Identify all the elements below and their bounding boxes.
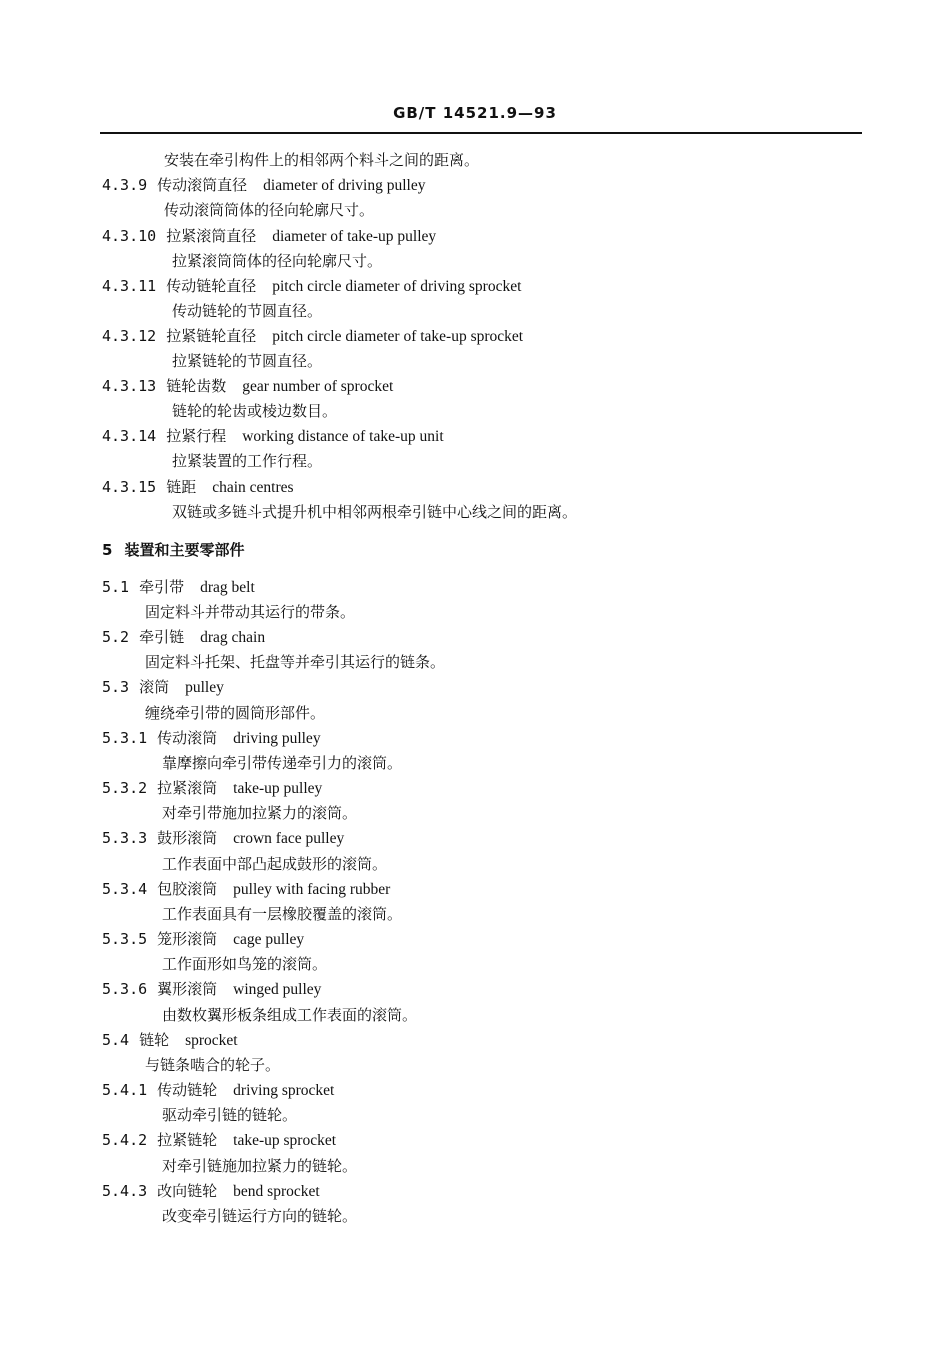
term-chinese: 链轮齿数 — [166, 377, 227, 395]
term-chinese: 链距 — [166, 478, 197, 496]
definition-text: 工作表面中部凸起成鼓形的滚筒。 — [162, 855, 388, 873]
term-chinese: 链轮 — [139, 1031, 170, 1049]
term-english: crown face pulley — [233, 830, 345, 847]
term-number: 4.3.15 — [102, 478, 157, 496]
term-number: 5.3.2 — [102, 779, 148, 797]
term-number: 4.3.10 — [102, 227, 157, 245]
term-entry — [102, 226, 436, 247]
term-entry — [102, 778, 322, 799]
term-number: 4.3.14 — [102, 427, 157, 445]
term-entry — [102, 175, 425, 196]
definition-text: 拉紧链轮的节圆直径。 — [172, 352, 323, 370]
term-entry — [102, 828, 344, 849]
definition-text: 拉紧滚筒筒体的径向轮廓尺寸。 — [172, 252, 383, 270]
term-entry — [102, 1080, 334, 1101]
term-chinese: 拉紧链轮直径 — [166, 327, 257, 345]
term-entry — [102, 627, 265, 648]
term-entry — [102, 979, 321, 1000]
term-number: 4.3.11 — [102, 277, 157, 295]
term-english: pitch circle diameter of take-up sprocket — [272, 328, 524, 345]
term-number: 5.4.2 — [102, 1131, 148, 1149]
section-title: 装置和主要零部件 — [124, 541, 245, 559]
definition-text: 改变牵引链运行方向的链轮。 — [162, 1207, 358, 1225]
term-english: working distance of take-up unit — [242, 428, 444, 445]
term-entry — [102, 677, 224, 698]
term-number: 5.4.3 — [102, 1182, 148, 1200]
section-heading — [102, 540, 244, 560]
term-english: gear number of sprocket — [242, 378, 394, 395]
term-english: diameter of driving pulley — [263, 177, 426, 194]
definition-text: 驱动牵引链的链轮。 — [162, 1106, 298, 1124]
term-number: 5.4 — [102, 1031, 130, 1049]
term-english: cage pulley — [233, 931, 305, 948]
term-english: chain centres — [212, 479, 294, 496]
term-chinese: 滚筒 — [139, 678, 170, 696]
definition-text: 对牵引带施加拉紧力的滚筒。 — [162, 804, 358, 822]
term-english: driving sprocket — [233, 1082, 335, 1099]
term-number: 5.3.5 — [102, 930, 148, 948]
term-number: 4.3.13 — [102, 377, 157, 395]
term-entry — [102, 929, 304, 950]
definition-text: 与链条啮合的轮子。 — [145, 1056, 281, 1074]
term-number: 5.3.1 — [102, 729, 148, 747]
term-entry — [102, 577, 255, 598]
term-number: 5.3.4 — [102, 880, 148, 898]
term-english: drag chain — [200, 629, 266, 646]
definition-text: 固定料斗托架、托盘等并牵引其运行的链条。 — [145, 653, 446, 671]
definition-text: 缠绕牵引带的圆筒形部件。 — [145, 704, 326, 722]
section-number: 5 — [102, 541, 113, 559]
term-entry — [102, 376, 393, 397]
term-chinese: 牵引带 — [139, 578, 185, 596]
definition-text: 靠摩擦向牵引带传递牵引力的滚筒。 — [162, 754, 403, 772]
term-chinese: 拉紧滚筒 — [157, 779, 218, 797]
term-chinese: 传动滚筒 — [157, 729, 218, 747]
definition-text: 传动滚筒筒体的径向轮廓尺寸。 — [164, 201, 375, 219]
term-chinese: 包胶滚筒 — [157, 880, 218, 898]
term-entry — [102, 1130, 336, 1151]
term-english: driving pulley — [233, 730, 321, 747]
definition-text: 工作面形如鸟笼的滚筒。 — [162, 955, 328, 973]
term-chinese: 传动滚筒直径 — [157, 176, 248, 194]
term-chinese: 牵引链 — [139, 628, 185, 646]
term-chinese: 翼形滚筒 — [157, 980, 218, 998]
definition-text: 由数枚翼形板条组成工作表面的滚筒。 — [162, 1006, 418, 1024]
term-chinese: 拉紧链轮 — [157, 1131, 218, 1149]
term-entry — [102, 1030, 238, 1051]
term-number: 5.4.1 — [102, 1081, 148, 1099]
term-number: 4.3.12 — [102, 327, 157, 345]
term-entry — [102, 879, 390, 900]
definition-text: 传动链轮的节圆直径。 — [172, 302, 323, 320]
term-english: pulley with facing rubber — [233, 881, 391, 898]
standard-code: GB/T 14521.9—93 — [393, 104, 557, 122]
term-english: take-up sprocket — [233, 1132, 337, 1149]
term-entry — [102, 1181, 320, 1202]
term-number: 5.3.3 — [102, 829, 148, 847]
term-english: drag belt — [200, 579, 255, 596]
term-chinese: 传动链轮 — [157, 1081, 218, 1099]
term-english: pulley — [185, 679, 224, 696]
term-chinese: 传动链轮直径 — [166, 277, 257, 295]
term-chinese: 拉紧滚筒直径 — [166, 227, 257, 245]
term-entry — [102, 326, 523, 347]
term-number: 5.3 — [102, 678, 130, 696]
term-chinese: 鼓形滚筒 — [157, 829, 218, 847]
definition-text: 对牵引链施加拉紧力的链轮。 — [162, 1157, 358, 1175]
term-english: bend sprocket — [233, 1183, 320, 1200]
definition-text: 固定料斗并带动其运行的带条。 — [145, 603, 356, 621]
term-english: winged pulley — [233, 981, 322, 998]
definition-text: 链轮的轮齿或棱边数目。 — [172, 402, 338, 420]
term-chinese: 笼形滚筒 — [157, 930, 218, 948]
term-english: sprocket — [185, 1032, 238, 1049]
definition-text: 拉紧装置的工作行程。 — [172, 452, 323, 470]
term-english: pitch circle diameter of driving sprocket — [272, 278, 522, 295]
definition-text: 工作表面具有一层橡胶覆盖的滚筒。 — [162, 905, 403, 923]
term-chinese: 改向链轮 — [157, 1182, 218, 1200]
term-entry — [102, 728, 321, 749]
term-english: diameter of take-up pulley — [272, 228, 437, 245]
definition-text: 安装在牵引构件上的相邻两个料斗之间的距离。 — [164, 151, 480, 169]
term-chinese: 拉紧行程 — [166, 427, 227, 445]
term-entry — [102, 477, 294, 498]
term-entry — [102, 276, 521, 297]
term-number: 5.3.6 — [102, 980, 148, 998]
term-number: 4.3.9 — [102, 176, 148, 194]
term-english: take-up pulley — [233, 780, 323, 797]
term-entry — [102, 426, 444, 447]
definition-text: 双链或多链斗式提升机中相邻两根牵引链中心线之间的距离。 — [172, 503, 578, 521]
term-number: 5.1 — [102, 578, 130, 596]
term-number: 5.2 — [102, 628, 130, 646]
